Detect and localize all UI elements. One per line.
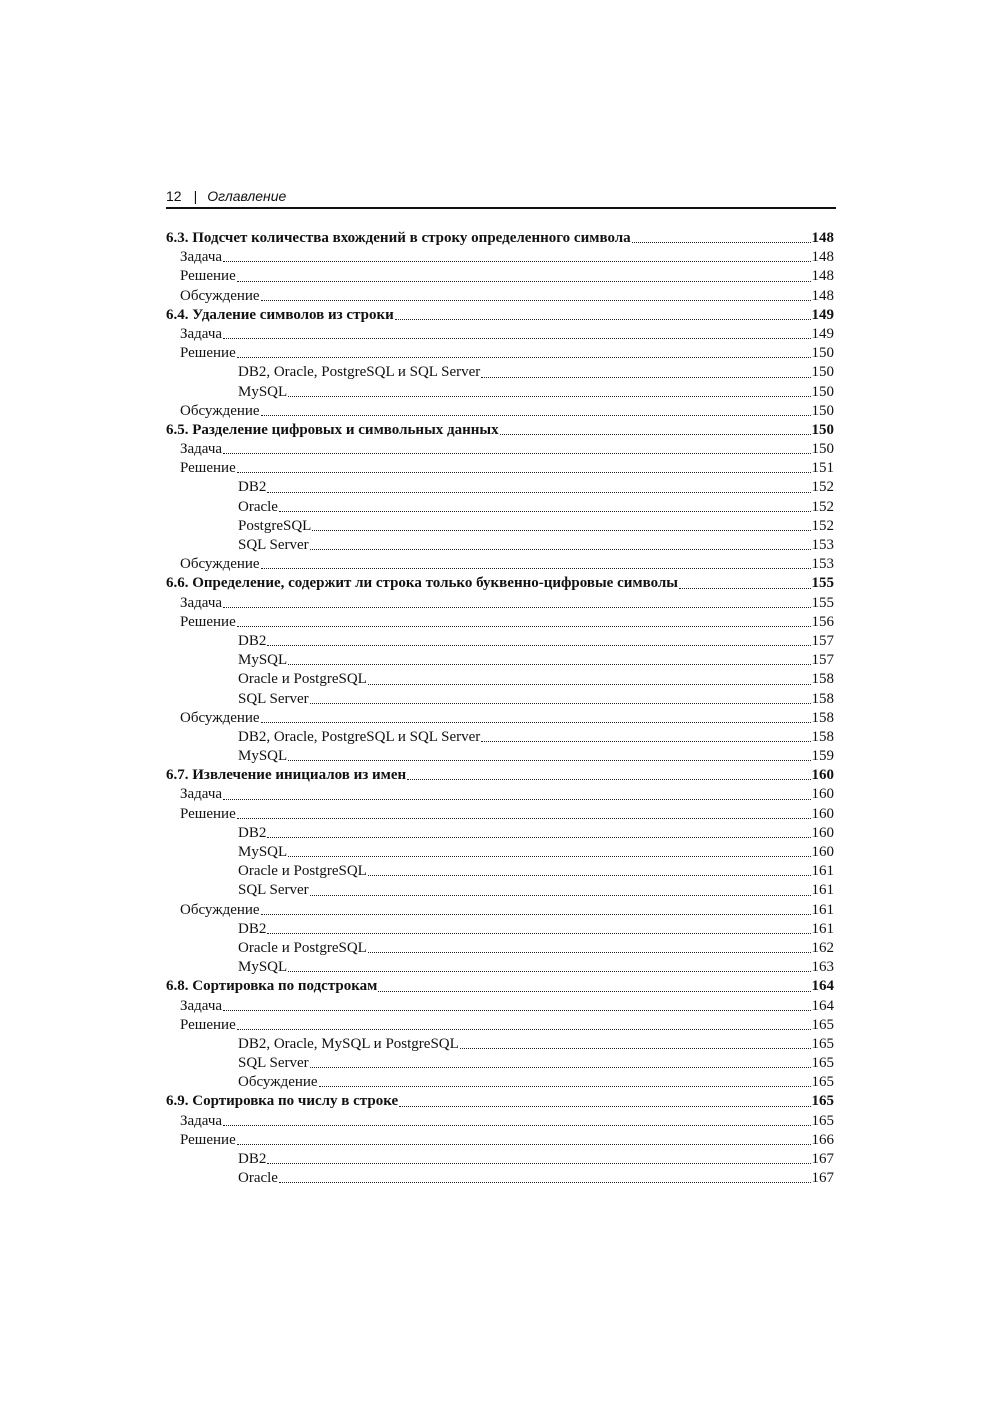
toc-entry-page: 167: [811, 1151, 834, 1167]
toc-entry-title: Задача: [180, 997, 223, 1014]
toc-entry-page: 148: [811, 268, 834, 285]
toc-entry-page: 165: [811, 1016, 834, 1033]
toc-entry-page: 160: [811, 767, 834, 784]
toc-entry-page: 164: [811, 978, 834, 995]
dot-leader: [237, 1143, 811, 1145]
toc-entry[interactable]: [166, 498, 834, 517]
toc-entry-page: 149: [811, 306, 834, 323]
dot-leader: [632, 241, 811, 243]
toc-entry-page: 150: [811, 441, 834, 458]
toc-entry[interactable]: [166, 843, 834, 862]
toc-entry[interactable]: [166, 267, 834, 286]
dot-leader: [481, 740, 810, 742]
toc-entry[interactable]: [166, 632, 834, 651]
dot-leader: [261, 414, 811, 416]
toc-entry-title: Задача: [180, 594, 223, 611]
toc-entry-page: 162: [811, 939, 834, 956]
toc-entry-page: 165: [811, 1055, 834, 1072]
dot-leader: [223, 606, 810, 608]
toc-entry-page: 165: [811, 1074, 834, 1091]
dot-leader: [279, 510, 811, 512]
toc-entry-title: SQL Server: [238, 1055, 309, 1072]
dot-leader: [223, 798, 810, 800]
toc-entry-page: 150: [811, 421, 834, 438]
dot-leader: [679, 587, 810, 589]
toc-entry[interactable]: [166, 1073, 834, 1092]
table-of-contents: [166, 229, 834, 1188]
toc-entry[interactable]: [166, 824, 834, 843]
toc-entry-page: 157: [811, 652, 834, 669]
toc-entry[interactable]: [166, 958, 834, 977]
dot-leader: [288, 855, 810, 857]
toc-entry-title: MySQL: [238, 844, 288, 860]
toc-entry-page: 156: [811, 613, 834, 630]
toc-entry-title: Oracle и PostgreSQL: [238, 939, 367, 956]
dot-leader: [267, 836, 810, 838]
toc-entry-page: 161: [811, 863, 834, 880]
toc-section-entry[interactable]: [166, 229, 834, 248]
toc-entry-title: DB2: [238, 632, 267, 649]
toc-entry-title: DB2: [238, 824, 267, 841]
toc-entry-title: Oracle и PostgreSQL: [238, 863, 367, 880]
toc-entry[interactable]: [166, 287, 834, 306]
toc-entry-page: 167: [811, 1170, 834, 1187]
toc-entry-page: 166: [811, 1131, 834, 1148]
dot-leader: [223, 452, 810, 454]
toc-entry-page: 158: [811, 690, 834, 707]
dot-leader: [312, 529, 810, 531]
dot-leader: [310, 548, 811, 550]
toc-entry[interactable]: [166, 1131, 834, 1150]
toc-entry-title: Решение: [180, 460, 236, 477]
dot-leader: [237, 471, 811, 473]
dot-leader: [223, 337, 810, 339]
toc-entry[interactable]: [166, 747, 834, 766]
toc-entry[interactable]: [166, 651, 834, 670]
toc-entry[interactable]: [166, 440, 834, 459]
dot-leader: [288, 663, 810, 665]
toc-entry-title: MySQL: [238, 959, 288, 976]
toc-entry-page: 160: [811, 786, 834, 803]
toc-entry-title: 6.5. Разделение цифровых и символьных данных: [166, 421, 499, 438]
toc-entry[interactable]: [166, 402, 834, 421]
dot-leader: [288, 759, 810, 761]
toc-entry[interactable]: [166, 709, 834, 728]
dot-leader: [223, 1009, 810, 1011]
toc-entry-page: 152: [811, 517, 834, 534]
dot-leader: [237, 356, 811, 358]
dot-leader: [261, 567, 811, 569]
toc-entry[interactable]: [166, 1169, 834, 1188]
toc-entry-title: MySQL: [238, 652, 288, 669]
toc-entry[interactable]: [166, 862, 834, 881]
toc-entry[interactable]: [166, 325, 834, 344]
toc-entry[interactable]: [166, 344, 834, 363]
running-header: [166, 186, 836, 206]
dot-leader: [223, 1124, 810, 1126]
dot-leader: [261, 721, 811, 723]
toc-entry-title: Oracle: [238, 1170, 278, 1187]
toc-entry-page: 160: [811, 844, 834, 860]
toc-entry[interactable]: [166, 1150, 834, 1169]
toc-entry-title: Задача: [180, 1112, 223, 1129]
toc-entry-page: 165: [811, 1093, 834, 1110]
toc-entry[interactable]: [166, 1054, 834, 1073]
toc-entry-page: 149: [811, 325, 834, 342]
toc-entry[interactable]: [166, 555, 834, 574]
toc-entry-page: 158: [811, 709, 834, 726]
toc-entry[interactable]: [166, 536, 834, 555]
toc-section-entry[interactable]: [166, 977, 834, 996]
toc-entry-page: 150: [811, 402, 834, 419]
toc-entry[interactable]: [166, 383, 834, 402]
toc-entry[interactable]: [166, 805, 834, 824]
dot-leader: [261, 299, 811, 301]
toc-entry-title: Oracle: [238, 498, 278, 515]
toc-entry-page: 152: [811, 498, 834, 515]
toc-entry-page: 160: [811, 805, 834, 822]
toc-entry-page: 150: [811, 364, 834, 381]
dot-leader: [368, 683, 811, 685]
toc-entry-title: 6.9. Сортировка по числу в строке: [166, 1093, 399, 1110]
dot-leader: [481, 376, 810, 378]
toc-entry-page: 164: [811, 997, 834, 1014]
toc-entry-title: DB2, Oracle, MySQL и PostgreSQL: [238, 1035, 459, 1052]
toc-entry[interactable]: [166, 478, 834, 497]
toc-entry-page: 152: [811, 479, 834, 496]
toc-section-entry[interactable]: [166, 1092, 834, 1111]
dot-leader: [267, 491, 810, 493]
toc-entry[interactable]: [166, 613, 834, 632]
toc-entry-page: 148: [811, 230, 834, 246]
dot-leader: [368, 951, 811, 953]
toc-entry-title: SQL Server: [238, 690, 309, 707]
toc-section-entry[interactable]: [166, 421, 834, 440]
toc-entry-page: 155: [811, 594, 834, 611]
toc-section-entry[interactable]: [166, 766, 834, 785]
toc-entry-title: SQL Server: [238, 882, 309, 899]
toc-entry-title: 6.3. Подсчет количества вхождений в строку определенного символа: [166, 230, 631, 246]
dot-leader: [395, 318, 811, 320]
dot-leader: [310, 702, 811, 704]
toc-entry[interactable]: [166, 248, 834, 267]
toc-entry-page: 165: [811, 1112, 834, 1129]
dot-leader: [223, 260, 810, 262]
toc-entry-page: 148: [811, 287, 834, 304]
toc-entry[interactable]: [166, 1035, 834, 1054]
toc-entry-title: MySQL: [238, 383, 288, 400]
dot-leader: [310, 1066, 811, 1068]
toc-entry-page: 161: [811, 901, 834, 918]
dot-leader: [319, 1085, 811, 1087]
toc-entry-title: 6.6. Определение, содержит ли строка только буквенно-цифровые символы: [166, 575, 679, 592]
dot-leader: [310, 894, 811, 896]
toc-entry[interactable]: [166, 690, 834, 709]
toc-entry-title: Oracle и PostgreSQL: [238, 671, 367, 688]
toc-entry-page: 153: [811, 556, 834, 573]
toc-entry-title: Обсуждение: [180, 402, 260, 419]
dot-leader: [267, 644, 810, 646]
toc-entry[interactable]: [166, 901, 834, 920]
dot-leader: [237, 1028, 811, 1030]
toc-entry-title: Решение: [180, 1131, 236, 1148]
toc-entry-page: 161: [811, 882, 834, 899]
toc-entry-title: 6.8. Сортировка по подстрокам: [166, 978, 378, 995]
dot-leader: [368, 874, 811, 876]
toc-entry-title: Задача: [180, 249, 223, 266]
toc-entry-page: 148: [811, 249, 834, 266]
toc-entry-page: 153: [811, 537, 834, 553]
toc-entry-title: Решение: [180, 1016, 236, 1033]
toc-entry-page: 165: [811, 1035, 834, 1052]
toc-entry-title: MySQL: [238, 748, 288, 765]
dot-leader: [288, 395, 810, 397]
toc-entry-title: DB2, Oracle, PostgreSQL и SQL Server: [238, 728, 481, 745]
toc-entry-title: Обсуждение: [180, 287, 260, 304]
toc-entry[interactable]: [166, 785, 834, 804]
toc-entry-page: 160: [811, 824, 834, 841]
toc-entry[interactable]: [166, 1112, 834, 1131]
dot-leader: [460, 1047, 811, 1049]
dot-leader: [237, 280, 811, 282]
toc-entry[interactable]: [166, 363, 834, 382]
toc-entry-page: 150: [811, 345, 834, 362]
dot-leader: [237, 625, 811, 627]
toc-entry-title: 6.7. Извлечение инициалов из имен: [166, 767, 407, 784]
toc-entry-title: Задача: [180, 325, 223, 342]
toc-entry-title: Решение: [180, 613, 236, 630]
toc-section-entry[interactable]: [166, 306, 834, 325]
toc-entry-title: Обсуждение: [180, 556, 260, 573]
toc-entry-page: 157: [811, 632, 834, 649]
toc-section-entry[interactable]: [166, 574, 834, 593]
toc-entry-page: 155: [811, 575, 834, 592]
toc-entry-title: DB2: [238, 479, 267, 496]
toc-entry-title: SQL Server: [238, 537, 309, 553]
toc-entry[interactable]: [166, 881, 834, 900]
toc-entry-page: 159: [811, 748, 834, 765]
header-separator: |: [193, 188, 198, 204]
toc-entry-title: Решение: [180, 805, 236, 822]
toc-entry-title: Задача: [180, 441, 223, 458]
toc-entry-title: Обсуждение: [180, 901, 260, 918]
page-number: 12: [166, 188, 182, 204]
toc-entry-title: Решение: [180, 268, 236, 285]
dot-leader: [237, 817, 811, 819]
toc-entry[interactable]: [166, 997, 834, 1016]
toc-entry-page: 150: [811, 383, 834, 400]
dot-leader: [267, 932, 810, 934]
toc-entry[interactable]: [166, 939, 834, 958]
toc-entry-title: DB2: [238, 1151, 267, 1167]
dot-leader: [500, 433, 811, 435]
toc-entry-page: 158: [811, 728, 834, 745]
dot-leader: [279, 1181, 811, 1183]
toc-entry-page: 161: [811, 920, 834, 937]
toc-entry-title: DB2: [238, 920, 267, 937]
toc-entry[interactable]: [166, 920, 834, 939]
toc-entry[interactable]: [166, 1016, 834, 1035]
toc-entry-page: 163: [811, 959, 834, 976]
toc-entry[interactable]: [166, 670, 834, 689]
dot-leader: [267, 1162, 810, 1164]
toc-entry[interactable]: [166, 459, 834, 478]
toc-entry-title: PostgreSQL: [238, 517, 312, 534]
dot-leader: [378, 990, 810, 992]
toc-entry-title: Обсуждение: [180, 709, 260, 726]
header-rule: [166, 207, 836, 209]
toc-entry-page: 151: [811, 460, 834, 477]
toc-entry-title: Обсуждение: [238, 1074, 318, 1091]
header-title: Оглавление: [207, 188, 287, 204]
dot-leader: [399, 1105, 810, 1107]
toc-entry-title: DB2, Oracle, PostgreSQL и SQL Server: [238, 364, 481, 381]
toc-entry-title: Задача: [180, 786, 223, 803]
dot-leader: [407, 778, 810, 780]
toc-entry[interactable]: [166, 517, 834, 536]
toc-entry-title: Решение: [180, 345, 236, 362]
toc-entry[interactable]: [166, 594, 834, 613]
dot-leader: [288, 970, 810, 972]
dot-leader: [261, 913, 811, 915]
toc-entry-page: 158: [811, 671, 834, 688]
toc-entry[interactable]: [166, 728, 834, 747]
toc-entry-title: 6.4. Удаление символов из строки: [166, 306, 394, 323]
